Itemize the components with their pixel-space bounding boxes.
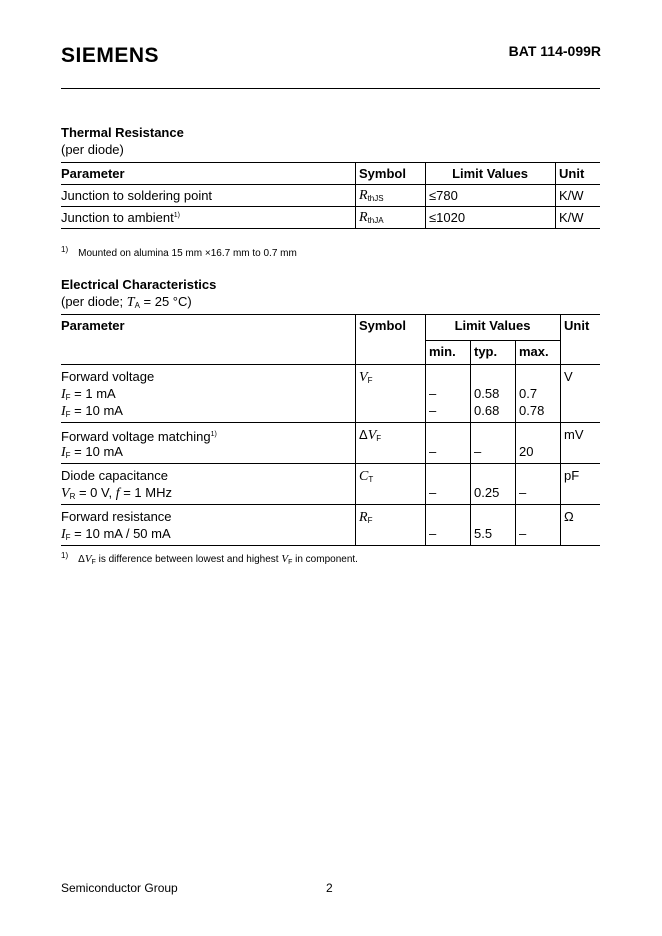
col-symbol: Symbol: [356, 163, 426, 185]
siemens-logo: SIEMENS: [61, 44, 160, 67]
unit-cell: mV: [561, 423, 601, 464]
electrical-footnote: $^{1)}$ $\Delta V_F$ is difference between lowest and highest $V_F$ in component.: [61, 551, 358, 566]
part-number: BAT 114-099R: [508, 43, 601, 59]
electrical-title: Electrical Characteristics: [61, 277, 217, 292]
thermal-title: Thermal Resistance: [61, 125, 184, 140]
col-max: max.: [516, 341, 561, 365]
electrical-subtitle: (per diode; TA = 25 °C): [61, 294, 192, 310]
col-unit: Unit: [561, 315, 601, 341]
parameter-cell: Forward resistance IF = 10 mA / 50 mA: [61, 505, 356, 546]
typ-cell: 0.58 0.68: [471, 365, 516, 423]
thermal-table: [61, 162, 600, 229]
table-row: [61, 207, 600, 229]
unit-cell: K/W: [556, 185, 601, 207]
typ-cell: 0.25: [471, 464, 516, 505]
value-cell: ≤1020: [426, 207, 556, 229]
thermal-subtitle: (per diode): [61, 142, 124, 157]
table-row: [61, 365, 600, 423]
symbol-cell: RthJS: [356, 185, 426, 207]
unit-cell: pF: [561, 464, 601, 505]
col-symbol: Symbol: [356, 315, 426, 365]
symbol-cell: RF: [356, 505, 426, 546]
col-limit-values: Limit Values: [426, 315, 561, 341]
table-row: [61, 464, 600, 505]
unit-cell: V: [561, 365, 601, 423]
symbol-cell: RthJA: [356, 207, 426, 229]
col-unit: Unit: [556, 163, 601, 185]
value-cell: ≤780: [426, 185, 556, 207]
parameter-cell: Forward voltage matching$^{1)}$ IF = 10 mA: [61, 423, 356, 464]
min-cell: – –: [426, 365, 471, 423]
table-row: [61, 505, 600, 546]
table-header-row: [61, 163, 600, 185]
col-min: min.: [426, 341, 471, 365]
thermal-footnote: $^{1)}$ Mounted on alumina 15 mm ×16.7 mm to 0.7 mm: [61, 245, 297, 259]
page-number: 2: [326, 881, 333, 895]
max-cell: 20: [516, 423, 561, 464]
symbol-cell: ΔVF: [356, 423, 426, 464]
max-cell: –: [516, 464, 561, 505]
table-row: [61, 185, 600, 207]
header-rule: [61, 88, 600, 89]
min-cell: –: [426, 464, 471, 505]
min-cell: –: [426, 423, 471, 464]
footer-company: Semiconductor Group: [61, 881, 178, 895]
symbol-cell: CT: [356, 464, 426, 505]
col-unit-empty: [561, 341, 601, 365]
parameter-cell: Diode capacitance VR = 0 V, f = 1 MHz: [61, 464, 356, 505]
table-row: [61, 423, 600, 464]
col-typ: typ.: [471, 341, 516, 365]
col-limit-values: Limit Values: [426, 163, 556, 185]
parameter-cell: Junction to soldering point: [61, 185, 356, 207]
electrical-table: [61, 314, 600, 546]
max-cell: 0.7 0.78: [516, 365, 561, 423]
unit-cell: Ω: [561, 505, 601, 546]
typ-cell: –: [471, 423, 516, 464]
parameter-cell: Forward voltage IF = 1 mA IF = 10 mA: [61, 365, 356, 423]
col-parameter: Parameter: [61, 315, 356, 365]
max-cell: –: [516, 505, 561, 546]
col-parameter: Parameter: [61, 163, 356, 185]
parameter-cell: Junction to ambient$^{1)}$: [61, 207, 356, 229]
typ-cell: 5.5: [471, 505, 516, 546]
table-header-row: [61, 315, 600, 341]
unit-cell: K/W: [556, 207, 601, 229]
min-cell: –: [426, 505, 471, 546]
symbol-cell: VF: [356, 365, 426, 423]
